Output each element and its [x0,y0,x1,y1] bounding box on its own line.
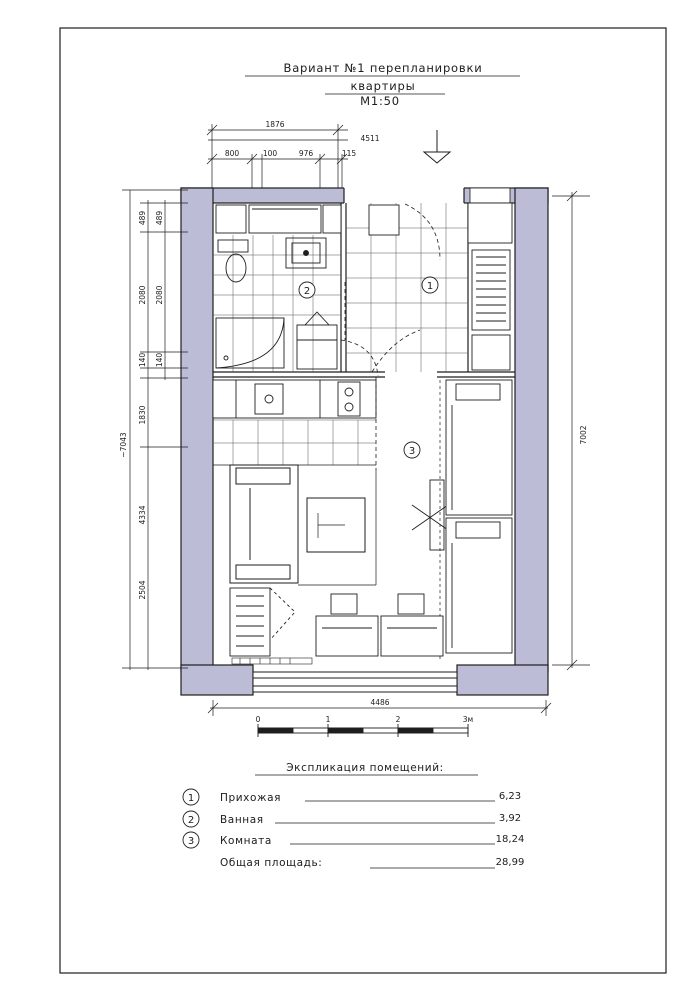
shower-tray-icon [216,318,284,368]
dim-left-2504: 2504 [138,580,147,600]
dim-left-489a: 489 [138,210,147,226]
explication-total-value: 28,99 [495,857,525,868]
room-number-3: 3 [408,446,416,457]
explication-num-2: 2 [187,815,195,826]
wardrobe-icon [468,203,512,370]
dim-top-100: 100 [262,149,278,158]
entrance-arrow-icon [424,130,450,163]
dim-left-489b: 489 [155,210,164,226]
dim-left-1830: 1830 [138,405,147,425]
dim-left-2080b: 2080 [155,285,164,305]
dim-bottom-4486: 4486 [370,698,390,707]
dim-top-976: 976 [298,149,314,158]
room-number-2: 2 [303,286,311,297]
explication-row-3 [183,832,524,848]
bunk-bed-upper [446,380,512,515]
scale-tick-0: 0 [255,715,261,724]
explication-total-label: Общая площадь: [220,857,323,869]
dim-left-4334: 4334 [138,505,147,525]
explication-heading: Экспликация помещений: [286,762,444,774]
dim-top-115: 115 [341,149,357,158]
desk-right-icon [381,594,443,656]
plan-title: Вариант №1 перепланировки [283,61,483,75]
left-shelving-icon [230,588,295,656]
room-marker-1 [422,277,438,293]
vent-niche [470,188,510,203]
bathroom-cabinets [216,205,399,235]
explication-name-2: Ванная [220,814,264,826]
dim-top-1876: 1876 [265,120,285,129]
sofa-icon [230,465,298,583]
plan-subtitle: квартиры [350,79,416,93]
scale-tick-3: 3м [462,715,474,724]
room-marker-2 [299,282,315,298]
kitchen-tiles [213,420,376,465]
kitchen-counter [213,380,376,418]
room-number-1: 1 [426,281,434,292]
explication-row-2 [183,811,521,827]
explication-area-3: 18,24 [495,834,525,845]
dim-right-7002: 7002 [579,425,588,445]
explication-total [220,857,524,869]
dim-left-overall: ~7043 [119,432,128,458]
explication-num-3: 3 [187,836,195,847]
bottom-window [253,672,457,692]
sheet-frame [60,28,666,973]
hallway-tiles [346,203,468,372]
door-opening-top [344,187,464,204]
dim-top-800: 800 [224,149,240,158]
left-dimensions [122,190,188,670]
dim-top-4511: 4511 [360,134,380,143]
entry-door-swing [405,204,440,260]
scale-tick-2: 2 [395,715,401,724]
explication-area-1: 6,23 [498,791,522,802]
bunk-bed-lower [446,518,512,653]
dim-left-140b: 140 [155,352,164,368]
explication-name-1: Прихожая [220,792,282,804]
radiator [232,658,312,664]
explication-name-3: Комната [220,835,272,847]
desk-left-icon [316,594,378,656]
dim-left-140a: 140 [138,352,147,368]
explication-row-1 [183,789,521,805]
explication-area-2: 3,92 [498,813,522,824]
room-marker-3 [404,442,420,458]
washbasin-icon [286,238,326,268]
plan-scale: М1:50 [360,94,400,108]
explication-num-1: 1 [187,793,195,804]
scale-bar [258,724,468,737]
scale-tick-1: 1 [325,715,331,724]
washing-machine-icon [297,312,337,369]
bathroom-tiles [213,235,341,372]
tv-stand-icon [412,480,448,550]
dim-left-2080a: 2080 [138,285,147,305]
